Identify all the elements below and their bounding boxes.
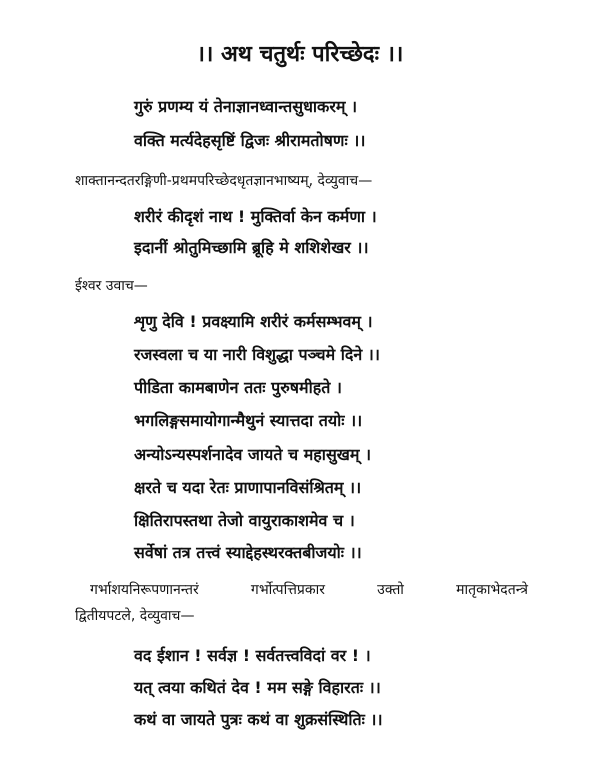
verse-line: कथं वा जायते पुत्रः कथं वा शुक्रसंस्थितिः ।। <box>134 710 383 729</box>
source-paragraph: शाक्तानन्दतरङ्गिणी-प्रथमपरिच्छेदधृतज्ञानभाष्यम्, देव्युवाच— <box>75 173 373 189</box>
verse-line: क्षरते च यदा रेतः प्राणापानविसंश्रितम् ।। <box>134 478 362 497</box>
source-paragraph-line: गर्भाशयनिरूपणानन्तरं गर्भोत्पत्तिप्रकार उक्तो मातृकाभेदतन्त्रे <box>90 582 528 598</box>
verse-line: क्षितिरापस्तथा तेजो वायुराकाशमेव च । <box>134 511 355 530</box>
verse-line: गुरुं प्रणम्य यं तेनाज्ञानध्वान्तसुधाकरम् । <box>134 97 358 116</box>
verse-line: सर्वेषां तत्र तत्त्वं स्याद्देहस्थरक्तबीजयोः ।। <box>134 543 362 562</box>
verse-line: वद ईशान ! सर्वज्ञ ! सर्वतत्त्वविदां वर ! । <box>134 646 371 665</box>
verse-line: शृणु देवि ! प्रवक्ष्यामि शरीरं कर्मसम्भवम् । <box>134 312 373 331</box>
verse-line: रजस्वला च या नारी विशुद्धा पञ्चमे दिने ।। <box>134 345 380 364</box>
source-paragraph-line: द्वितीयपटले, देव्युवाच— <box>75 608 195 624</box>
verse-line: शरीरं कीदृशं नाथ ! मुक्तिर्वा केन कर्मणा । <box>134 207 377 226</box>
verse-line: पीडिता कामबाणेन ततः पुरुषमीहते । <box>134 378 342 397</box>
verse-line: अन्योऽन्यस्पर्शनादेव जायते च महासुखम् । <box>134 445 372 464</box>
speaker-label: ईश्वर उवाच— <box>75 278 148 294</box>
verse-line: इदानीं श्रोतुमिच्छामि ब्रूहि मे शशिशेखर ।। <box>134 238 369 257</box>
verse-line: वक्ति मर्त्यदेहसृष्टिं द्विजः श्रीरामतोषणः ।। <box>134 131 366 150</box>
verse-line: यत् त्वया कथितं देव ! मम सङ्गे विहारतः ।। <box>134 678 381 697</box>
verse-line: भगलिङ्गसमायोगान्मैथुनं स्यात्तदा तयोः ।। <box>134 411 363 430</box>
chapter-title: ।। अथ चतुर्थः परिच्छेदः ।। <box>196 42 404 67</box>
